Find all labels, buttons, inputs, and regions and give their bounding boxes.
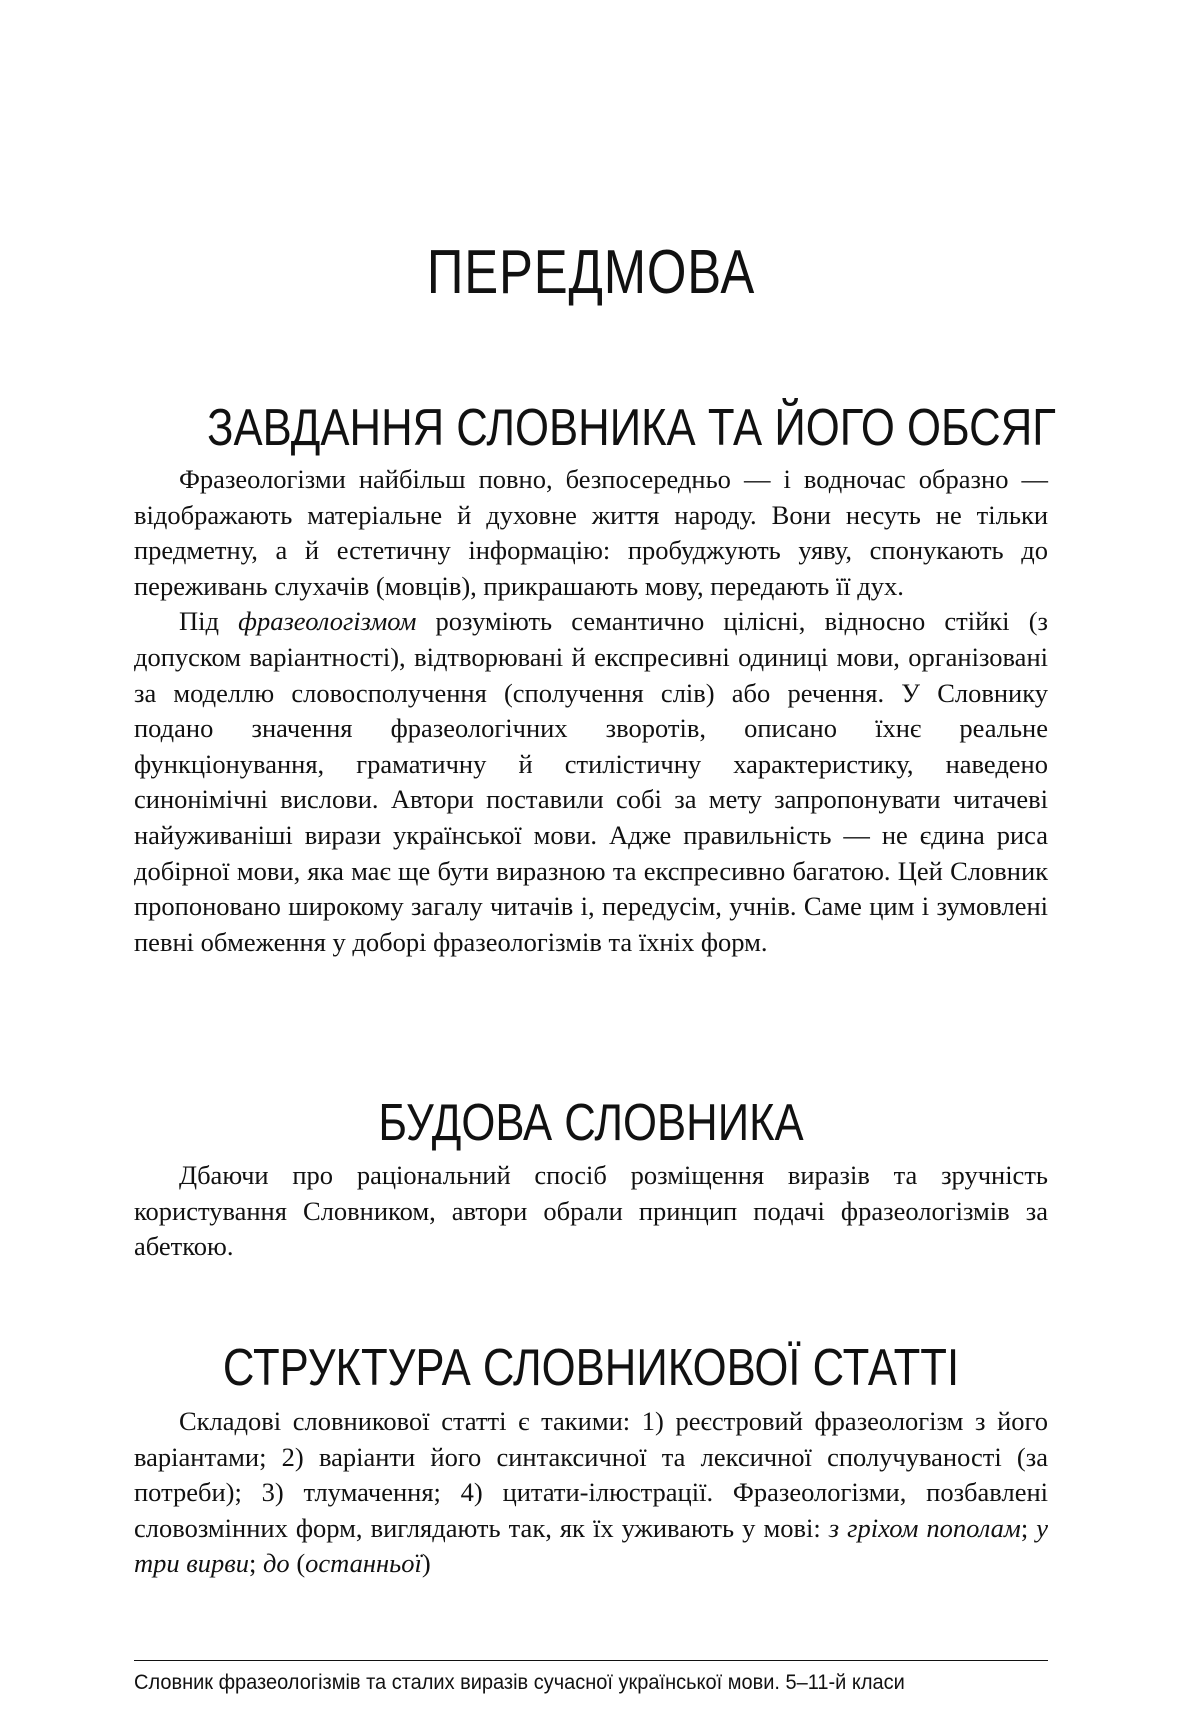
bracket: ) (421, 1548, 431, 1579)
example-phrase: з гріхом пополам (828, 1512, 1021, 1543)
example-phrase: до (263, 1548, 290, 1579)
section-heading-structure: БУДОВА СЛОВНИКА (378, 1094, 804, 1152)
section-body-article (134, 1404, 1048, 1582)
section-heading-task: ЗАВДАННЯ СЛОВНИКА ТА ЙОГО ОБСЯГ (207, 399, 1056, 457)
section-body-task (134, 462, 1048, 960)
paragraph: Дбаючи про раціональний спосіб розміщення виразів та зручність користування Словником, автори обрали принцип подачі фразеологізмів за абеткою. (134, 1160, 1048, 1262)
paragraph (134, 604, 1048, 960)
paragraph-text: Складові словникової статті є такими: 1) реєстровий фразеологізм з його варіантами; 2) варіанти його синтаксичної та лексичної сполучуваності (за потреби); 3) тлумачення; 4) цитати-ілюстрації. Фразеологізми, позбавлені словозмінних форм, виглядають так, як їх уживають у мові: (134, 1406, 1048, 1543)
bracket: ( (289, 1548, 306, 1579)
document-page (134, 0, 1056, 1732)
separator: ; (249, 1548, 264, 1579)
section-body-structure (134, 1158, 1048, 1265)
running-footer: Словник фразеологізмів та сталих виразів сучасної української мови. 5–11-й класи (134, 1670, 905, 1694)
paragraph-text: Під (179, 606, 239, 637)
paragraph-text: розуміють семантично цілісні, відносно стійкі (з допуском варіантності), відтворювані й експресивні одиниці мови, організовані за моделлю словосполучення (сполучення слів) або речення. У Словнику подано значення фразеологічних зворотів, описано їхнє реальне функціонування, граматичну й стилістичну характеристику, наведено синонімічні вислови. Автори поставили собі за мету запропонувати читачеві найуживаніші вирази української мови. Адже правильність — не єдина риса добірної мови, яка має ще бути виразною та експресивно багатою. Цей Словник пропоновано широкому загалу читачів і, передусім, учнів. Саме цим і зумовлені певні обмеження у доборі фразеологізмів та їхніх форм. (134, 606, 1048, 957)
example-phrase: останньої (305, 1548, 422, 1579)
example-phrase: у три вирви (134, 1512, 1048, 1579)
italic-term: фразеологізмом (238, 606, 417, 637)
page-title: ПЕРЕДМОВА (426, 238, 756, 307)
footer-divider (134, 1660, 1048, 1661)
paragraph (134, 1404, 1048, 1582)
section-heading-article: СТРУКТУРА СЛОВНИКОВОЇ СТАТТІ (222, 1339, 960, 1397)
paragraph: Фразеологізми найбільш повно, безпосередньо — і водночас образно — відображають матеріальне й духовне життя народу. Вони несуть не тільки предметну, а й естетичну інформацію: пробуджують уяву, спонукають до переживань слухачів (мовців), прикрашають мову, передають її дух. (134, 464, 1048, 601)
separator: ; (1020, 1512, 1037, 1543)
